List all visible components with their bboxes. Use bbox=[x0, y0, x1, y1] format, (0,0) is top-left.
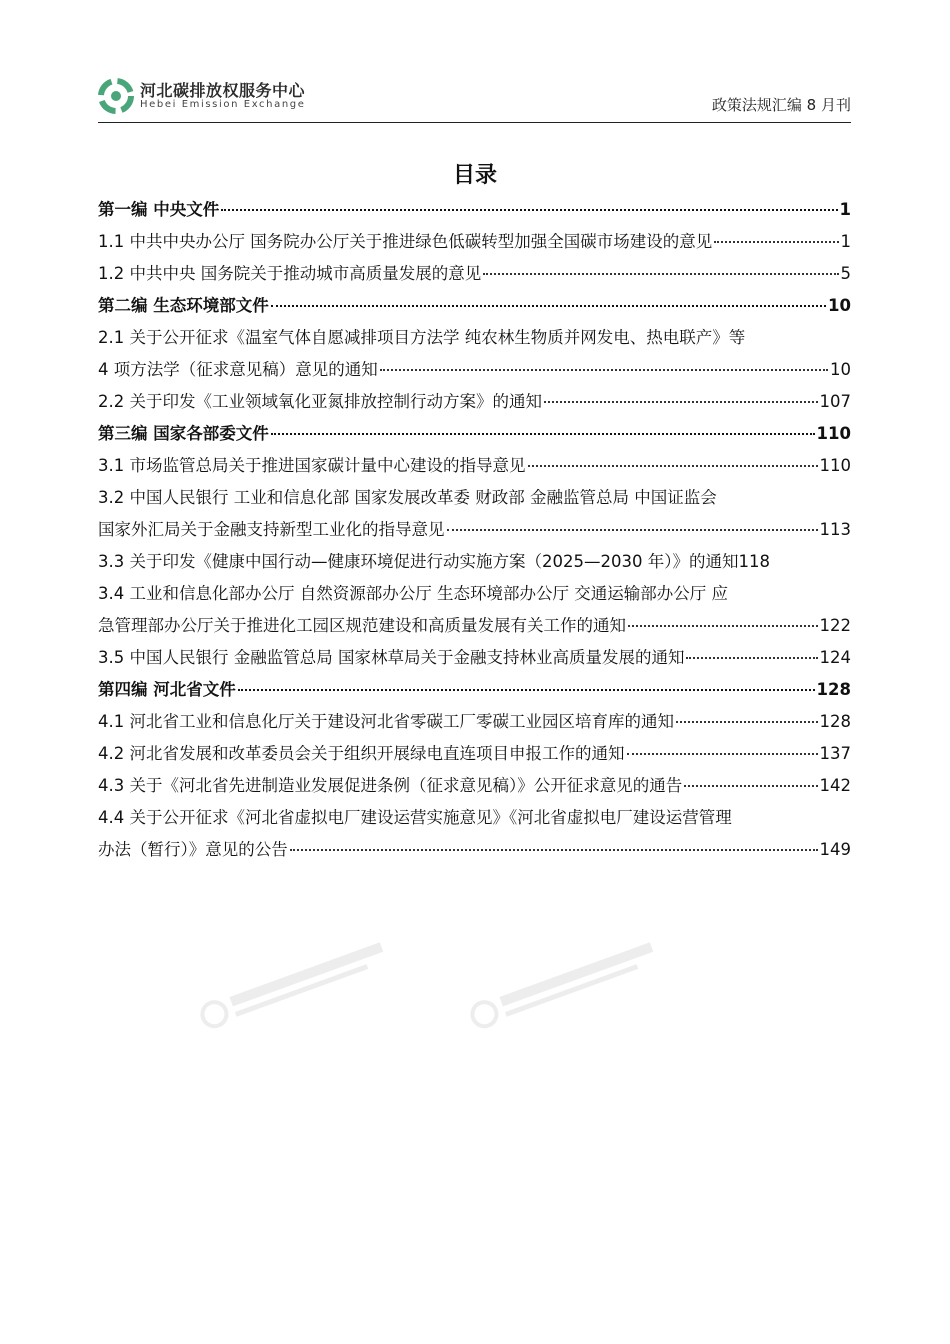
toc-entry-4-2[interactable] bbox=[98, 738, 851, 770]
toc-page-number: 1 bbox=[840, 232, 851, 251]
toc-page-number: 10 bbox=[828, 296, 851, 315]
toc-page-number: 107 bbox=[819, 392, 851, 411]
toc-leader-dots bbox=[528, 465, 818, 467]
toc-entry-3-1[interactable] bbox=[98, 450, 851, 482]
toc-page-number: 118 bbox=[738, 552, 770, 571]
toc-leader-dots bbox=[714, 241, 838, 243]
toc-entry-title: 2.2 关于印发《工业领域氧化亚氮排放控制行动方案》的通知 bbox=[98, 392, 542, 411]
toc-leader-dots bbox=[271, 305, 826, 307]
toc-page-number: 142 bbox=[819, 776, 851, 795]
toc-entry-1-2[interactable] bbox=[98, 258, 851, 290]
toc-entry-title-line1: 4.4 关于公开征求《河北省虚拟电厂建设运营实施意见》《河北省虚拟电厂建设运营管理 bbox=[98, 808, 732, 827]
toc-entry-title-line2: 急管理部办公厅关于推进化工园区规范建设和高质量发展有关工作的通知 bbox=[98, 616, 626, 635]
toc-entry-title-line1: 3.2 中国人民银行 工业和信息化部 国家发展改革委 财政部 金融监管总局 中国证监会 bbox=[98, 488, 717, 507]
toc-page-number: 1 bbox=[839, 200, 851, 219]
toc-leader-dots bbox=[544, 401, 818, 403]
toc-entry-title: 1.2 中共中央 国务院关于推动城市高质量发展的意见 bbox=[98, 264, 482, 283]
toc-entry-title: 4.1 河北省工业和信息化厅关于建设河北省零碳工厂零碳工业园区培育库的通知 bbox=[98, 712, 674, 731]
toc-page-number: 5 bbox=[840, 264, 851, 283]
toc-entry-title-line1: 3.4 工业和信息化部办公厅 自然资源部办公厅 生态环境部办公厅 交通运输部办公厅 应 bbox=[98, 584, 728, 603]
toc-entry-4-3[interactable] bbox=[98, 770, 851, 802]
toc-leader-dots bbox=[483, 273, 838, 275]
toc-page-number: 110 bbox=[819, 456, 851, 475]
toc-section-1[interactable] bbox=[98, 194, 851, 226]
toc-section-4[interactable] bbox=[98, 674, 851, 706]
toc-entry-title: 3.3 关于印发《健康中国行动—健康环境促进行动实施方案（2025—2030 年）》的通知 bbox=[98, 552, 739, 571]
toc-entry-title-line2: 国家外汇局关于金融支持新型工业化的指导意见 bbox=[98, 520, 445, 539]
watermark-logo bbox=[457, 926, 673, 1049]
watermark-logo bbox=[187, 926, 403, 1049]
toc-entry-3-2[interactable] bbox=[98, 482, 851, 546]
toc-section-title: 第三编 国家各部委文件 bbox=[98, 424, 269, 443]
toc-entry-title: 4.3 关于《河北省先进制造业发展促进条例（征求意见稿）》公开征求意见的通告 bbox=[98, 776, 683, 795]
toc-entry-title-line2: 4 项方法学（征求意见稿）意见的通知 bbox=[98, 360, 378, 379]
toc-leader-dots bbox=[290, 849, 818, 851]
toc-entry-title: 3.1 市场监管总局关于推进国家碳计量中心建设的指导意见 bbox=[98, 456, 526, 475]
toc-section-title: 第二编 生态环境部文件 bbox=[98, 296, 269, 315]
toc-page-number: 128 bbox=[816, 680, 851, 699]
toc-section-3[interactable] bbox=[98, 418, 851, 450]
toc-leader-dots bbox=[686, 657, 817, 659]
toc-entry-3-5[interactable] bbox=[98, 642, 851, 674]
toc-leader-dots bbox=[447, 529, 818, 531]
toc-entry-4-1[interactable] bbox=[98, 706, 851, 738]
toc-page-number: 10 bbox=[830, 360, 851, 379]
toc-page-number: 110 bbox=[816, 424, 851, 443]
toc-title: 目录 bbox=[452, 163, 497, 188]
toc-section-title: 第一编 中央文件 bbox=[98, 200, 220, 219]
toc-entry-2-2[interactable] bbox=[98, 386, 851, 418]
toc-entry-3-4[interactable] bbox=[98, 578, 851, 642]
toc-leader-dots bbox=[684, 785, 817, 787]
toc-leader-dots bbox=[271, 433, 815, 435]
toc-section-title: 第四编 河北省文件 bbox=[98, 680, 236, 699]
toc-leader-dots bbox=[221, 209, 837, 211]
toc-page-number: 113 bbox=[819, 520, 851, 539]
toc-entry-title: 4.2 河北省发展和改革委员会关于组织开展绿电直连项目申报工作的通知 bbox=[98, 744, 625, 763]
toc-leader-dots bbox=[380, 369, 828, 371]
toc-page-number: 137 bbox=[819, 744, 851, 763]
toc-page-number: 122 bbox=[819, 616, 851, 635]
toc-page-number: 128 bbox=[819, 712, 851, 731]
toc-entry-3-3[interactable] bbox=[98, 546, 851, 578]
toc-leader-dots bbox=[627, 753, 818, 755]
toc-entry-title: 1.1 中共中央办公厅 国务院办公厅关于推进绿色低碳转型加强全国碳市场建设的意见 bbox=[98, 232, 713, 251]
toc-entry-4-4[interactable] bbox=[98, 802, 851, 866]
page-header bbox=[98, 74, 851, 123]
toc-leader-dots bbox=[238, 689, 815, 691]
toc-entry-1-1[interactable] bbox=[98, 226, 851, 258]
toc-page-number: 149 bbox=[819, 840, 851, 859]
brand-name-en: Hebei Emission Exchange bbox=[140, 99, 306, 110]
brand-name-cn: 河北碳排放权服务中心 bbox=[140, 81, 306, 100]
toc-entry-title-line1: 2.1 关于公开征求《温室气体自愿减排项目方法学 纯农林生物质并网发电、热电联产》等 bbox=[98, 328, 746, 347]
toc-entry-title-line2: 办法（暂行）》意见的公告 bbox=[98, 840, 288, 859]
toc-section-2[interactable] bbox=[98, 290, 851, 322]
issue-label: 政策法规汇编 8 月刊 bbox=[711, 96, 851, 114]
table-of-contents bbox=[98, 194, 851, 866]
toc-leader-dots bbox=[628, 625, 818, 627]
toc-entry-2-1[interactable] bbox=[98, 322, 851, 386]
toc-leader-dots bbox=[676, 721, 818, 723]
brand-logo-icon bbox=[98, 78, 134, 114]
toc-entry-title: 3.5 中国人民银行 金融监管总局 国家林草局关于金融支持林业高质量发展的通知 bbox=[98, 648, 685, 667]
toc-page-number: 124 bbox=[819, 648, 851, 667]
